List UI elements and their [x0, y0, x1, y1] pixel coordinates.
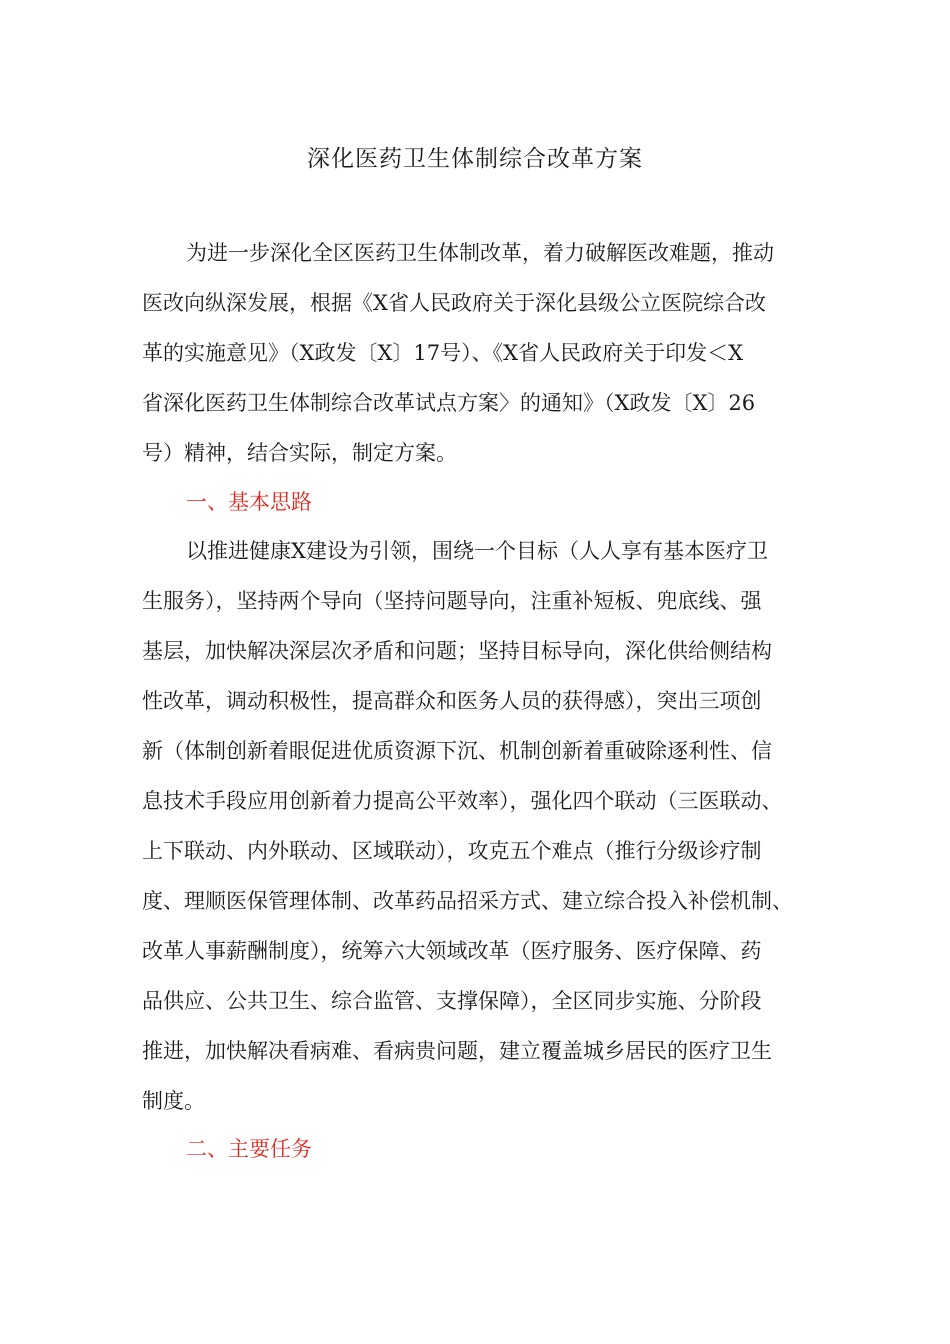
section1-line-7: 上下联动、内外联动、区域联动），攻克五个难点（推行分级诊疗制 — [142, 839, 762, 863]
section1-line-3: 基层，加快解决深层次矛盾和问题；坚持目标导向，深化供给侧结构 — [142, 639, 772, 663]
intro-line-4: 省深化医药卫生体制综合改革试点方案〉的通知》（X政发〔X〕26 — [142, 391, 756, 415]
section-heading-main-tasks: 二、主要任务 — [186, 1137, 312, 1161]
section1-line-5: 新（体制创新着眼促进优质资源下沉、机制创新着重破除逐利性、信 — [142, 739, 772, 763]
section1-line-9: 改革人事薪酬制度），统筹六大领域改革（医疗服务、医疗保障、药 — [142, 939, 762, 963]
intro-line-2: 医改向纵深发展，根据《X省人民政府关于深化县级公立医院综合改 — [142, 291, 766, 315]
section1-line-1: 以推进健康X建设为引领，围绕一个目标（人人享有基本医疗卫 — [186, 539, 768, 563]
section-heading-basic-idea: 一、基本思路 — [186, 490, 312, 514]
intro-line-1: 为进一步深化全区医药卫生体制改革，着力破解医改难题，推动 — [186, 241, 774, 265]
section1-line-8: 度、理顺医保管理体制、改革药品招采方式、建立综合投入补偿机制、 — [142, 889, 793, 913]
section1-line-4: 性改革，调动积极性，提高群众和医务人员的获得感），突出三项创 — [142, 689, 762, 713]
section1-line-6: 息技术手段应用创新着力提高公平效率），强化四个联动（三医联动、 — [142, 789, 783, 813]
document-title: 深化医药卫生体制综合改革方案 — [307, 146, 643, 172]
section1-line-2: 生服务），坚持两个导向（坚持问题导向，注重补短板、兜底线、强 — [142, 589, 762, 613]
section1-line-10: 品供应、公共卫生、综合监管、支撑保障），全区同步实施、分阶段 — [142, 989, 762, 1013]
intro-line-5: 号）精神，结合实际，制定方案。 — [142, 441, 457, 465]
section1-line-12: 制度。 — [142, 1089, 205, 1113]
section1-line-11: 推进，加快解决看病难、看病贵问题，建立覆盖城乡居民的医疗卫生 — [142, 1039, 772, 1063]
intro-line-3: 革的实施意见》（X政发〔X〕17号）、《X省人民政府关于印发＜X — [142, 341, 744, 365]
